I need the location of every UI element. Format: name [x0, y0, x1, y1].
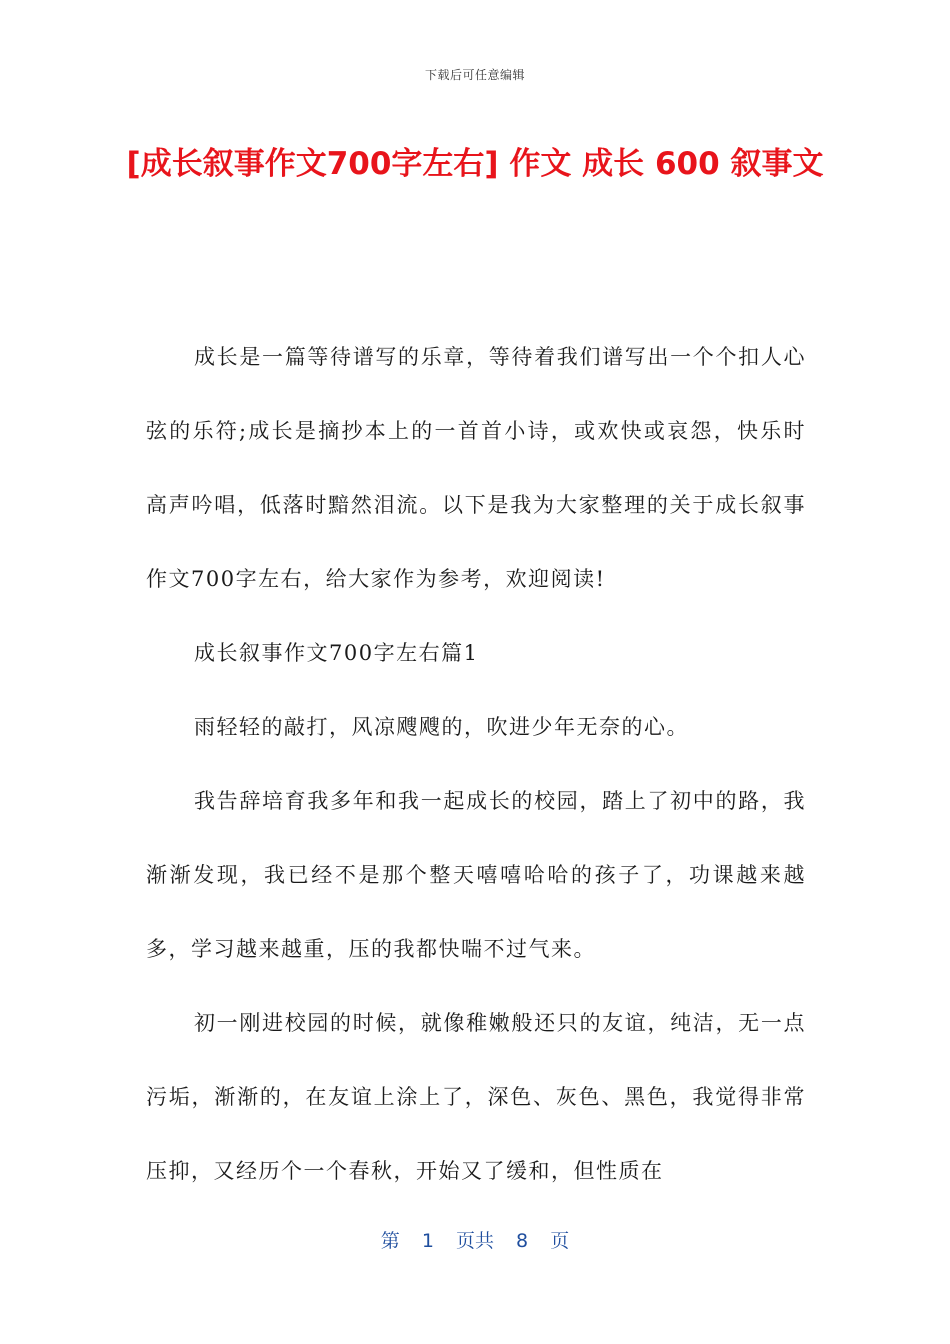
document-title: [成长叙事作文700字左右] 作文 成长 600 叙事文	[126, 146, 824, 182]
paragraph: 我告辞培育我多年和我一起成长的校园，踏上了初中的路，我渐渐发现，我已经不是那个整天嘻嘻哈哈的孩子了，功课越来越多，学习越来越重，压的我都快喘不过气来。	[146, 789, 806, 961]
footer-total-pages: 8	[516, 1230, 529, 1252]
section-heading: 成长叙事作文700字左右篇1	[194, 641, 479, 665]
page-footer	[0, 1226, 950, 1253]
paragraph-intro: 成长是一篇等待谱写的乐章，等待着我们谱写出一个个扣人心弦的乐符;成长是摘抄本上的一首首小诗，或欢快或哀怨，快乐时高声吟唱，低落时黯然泪流。以下是我为大家整理的关于成长叙事作文700字左右，给大家作为参考，欢迎阅读!	[146, 345, 806, 591]
document-body	[146, 320, 806, 1208]
paragraph: 雨轻轻的敲打，风凉飕飕的，吹进少年无奈的心。	[194, 715, 689, 739]
paragraph: 初一刚进校园的时候，就像稚嫩般还只的友谊，纯洁，无一点污垢，渐渐的，在友谊上涂上了，深色、灰色、黑色，我觉得非常压抑，又经历个一个春秋，开始又了缓和，但性质在	[146, 1011, 806, 1183]
footer-label-total: 页共	[455, 1230, 494, 1252]
footer-label-end: 页	[550, 1230, 570, 1252]
footer-current-page: 1	[421, 1230, 434, 1252]
footer-label-page: 第	[380, 1230, 400, 1252]
header-note: 下载后可任意编辑	[424, 68, 525, 82]
